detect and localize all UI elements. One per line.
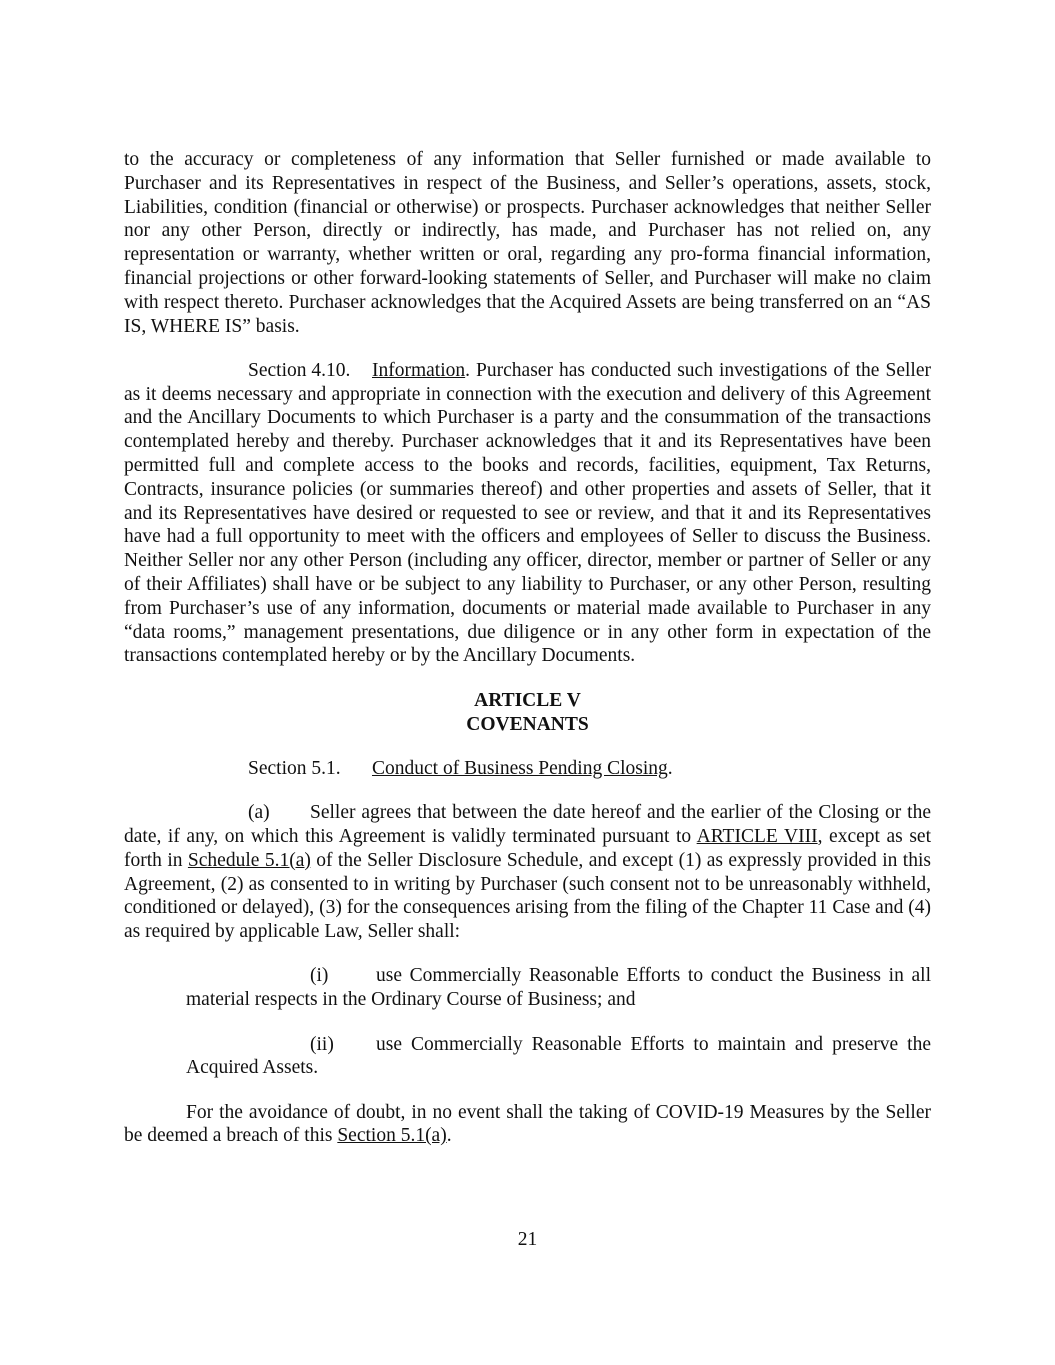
list-item-i (186, 964, 931, 1012)
list-item-i-text: use Commercially Reasonable Efforts to conduct the Business in all material respects in the Ordinary Course of Business; and (186, 965, 931, 1011)
section-5-1-title: Conduct of Business Pending Closing (372, 757, 668, 779)
page-number: 21 (517, 1229, 538, 1250)
subsection-a-text-1: Seller agrees that between the date hereof and the earlier of the Closing or the date, if any, on which this Agreement is validly terminated pursuant to (124, 802, 931, 847)
article-heading (124, 689, 931, 737)
list-item-i-label: (i) (310, 965, 329, 987)
article-number: ARTICLE V (474, 689, 581, 711)
list-item-ii-text: use Commercially Reasonable Efforts to maintain and preserve the Acquired Assets. (186, 1033, 931, 1079)
section-5-1a-reference: Section 5.1(a) (337, 1125, 447, 1147)
closing-paragraph (124, 1101, 931, 1149)
section-4-10-paragraph (124, 359, 931, 668)
section-4-10-title: Information (372, 359, 466, 381)
subsection-a-text-2: , except as set forth in (124, 825, 931, 871)
subsection-a-paragraph (124, 801, 931, 944)
article-viii-reference: ARTICLE VIII (696, 825, 818, 847)
closing-paragraph-punct: . (446, 1125, 452, 1147)
list-item-ii-label: (ii) (310, 1033, 334, 1055)
subsection-a-label: (a) (248, 802, 270, 824)
closing-paragraph-text: For the avoidance of doubt, in no event shall the taking of COVID-19 Measures by the Seller be deemed a breach of this (124, 1101, 931, 1147)
carryover-paragraph: to the accuracy or completeness of any information that Seller furnished or made available to Purchaser and its Representatives in respect of the Business, and Seller’s operations, assets, stock, Liabilities, condition (financial or otherwise) or prospects. Purchaser acknowledges that neither Seller nor any other Person, directly or indirectly, has made, and Purchaser has not relied on, any representation or warranty, whether written or oral, regarding any pro-forma financial information, financial projections or other forward-looking statements of Seller, and Purchaser will make no claim with respect thereto. Purchaser acknowledges that the Acquired Assets are being transferred on an “AS IS, WHERE IS” basis. (124, 149, 931, 337)
section-4-10-title-punct: . (465, 359, 471, 381)
section-5-1-heading (124, 757, 931, 781)
section-5-1-number: Section 5.1. (248, 757, 341, 779)
document-page (124, 148, 931, 1148)
subsection-a-text-3: of the Seller Disclosure Schedule, and except (1) as expressly provided in this Agreement, (2) as consented to in writing by Purchaser (such consent not to be unreasonably withheld, conditioned or delayed), (3) for the consequences arising from the filing of the Chapter 11 Case and (4) as required by applicable Law, Seller shall: (124, 849, 931, 943)
section-4-10-number: Section 4.10. (248, 359, 351, 381)
list-item-ii (186, 1033, 931, 1081)
article-title: COVENANTS (466, 713, 589, 735)
schedule-5-1a-reference: Schedule 5.1(a) (187, 849, 311, 871)
section-4-10-body: Purchaser has conducted such investigations of the Seller as it deems necessary and appropriate in connection with the execution and delivery of this Agreement and the Ancillary Documents to which Purchaser is a party and the consummation of the transactions contemplated hereby and thereby. Purchaser acknowledges that it and its Representatives have been permitted full and complete access to the books and records, facilities, equipment, Tax Returns, Contracts, insurance policies (or summaries thereof) and other properties and assets of Seller, that it and its Representatives have desired or requested to see or review, and that it and its Representatives have had a full opportunity to meet with the officers and employees of Seller to discuss the Business. Neither Seller nor any other Person (including any officer, director, member or partner of Seller or any of their Affiliates) shall have or be subject to any liability to Purchaser, or any other Person, resulting from Purchaser’s use of any information, documents or material made available to Purchaser in any “data rooms,” management presentations, due diligence or in any other form in expectation of the transactions contemplated hereby or by the Ancillary Documents. (124, 359, 931, 667)
section-5-1-title-punct: . (667, 757, 673, 779)
